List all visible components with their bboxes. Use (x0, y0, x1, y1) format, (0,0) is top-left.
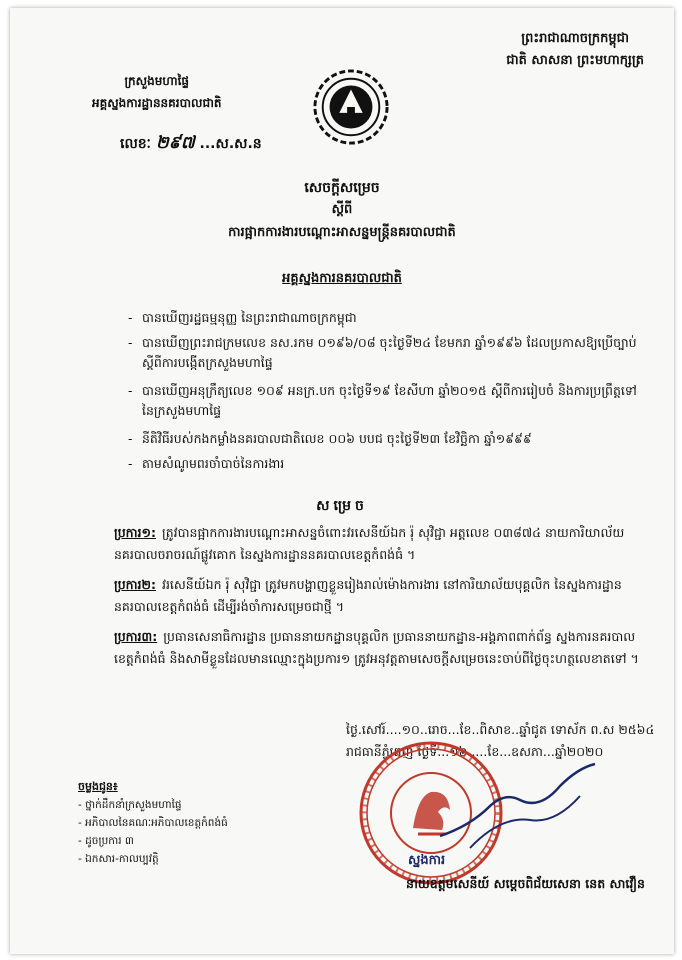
solar-date: រាជធានីភ្នំពេញ ថ្ងៃទី...១៦.....ខែ...ឧសភា...ឆ្នាំ២០២០ (346, 744, 604, 759)
consideration-item: - នីតិវិធីរបស់កងកម្លាំងនគរបាលជាតិលេខ ០០៦ បបជ ចុះថ្ងៃទី២៣ ខែវិច្ឆិកា ឆ្នាំ១៩៩៩ (142, 429, 652, 449)
article-label: ប្រការ១: (114, 525, 156, 540)
article-label: ប្រការ២: (114, 577, 156, 592)
document-subject: ការផ្អាកការងារបណ្តោះអាសន្នមន្ត្រីនគរបាលជាតិ (228, 225, 456, 240)
ministry-line-1: ក្រសួងមហាផ្ទៃ (124, 74, 189, 88)
article-text: ត្រូវបានផ្អាកការងារបណ្តោះអាសន្នចំពោះវរសេនីយ៍ឯក រ៉ុ សុវិជ្ជា អត្តលេខ ០៣៨៧៤ នាយការិយាល័យនគរបាលចរាចរណ៍ផ្លូវគោក នៃស្នងការដ្ឋាននគរបាលខេត្តកំពង់ធំ ។ (114, 525, 625, 562)
article-text: វរសេនីយ៍ឯក រ៉ុ សុវិជ្ជា ត្រូវមកបង្ហាញខ្លួនរៀងរាល់ម៉ោងការងារ នៅការិយាល័យបុគ្គលិក នៃស្នងការដ្ឋាននគរបាលខេត្តកំពង់ធំ ដើម្បីរង់ចាំការសម្រេចជាថ្មី ។ (114, 577, 622, 614)
document-title: សេចក្តីសម្រេច (304, 180, 380, 196)
reference-handwritten-number: ២៩៧ (155, 133, 195, 153)
consideration-item: - បានឃើញអនុក្រឹត្យលេខ ១០៩ អនក្រ.បក ចុះថ្ងៃទី១៩ ខែសីហា ឆ្នាំ២០១៥ ស្តីពីការរៀបចំ និងការប្រព្រឹត្តទៅ នៃក្រសួងមហាផ្ទៃ (142, 381, 652, 421)
article-label: ប្រការ៣: (114, 629, 158, 644)
receiver-item: - អភិបាលនៃគណៈអភិបាលខេត្តកំពង់ធំ (78, 817, 228, 829)
signer-name: នាយឧត្តមសេនីយ៍ សម្តេចពិជ័យសេនា នេត សាវឿន (406, 876, 645, 891)
receiver-item: - ឯកសារ-កាលប្បវត្តិ (78, 853, 159, 865)
signature-mark-icon (430, 756, 600, 856)
consideration-item: - តាមសំណូមពរចាំបាច់នៃការងារ (142, 454, 652, 474)
ministry-heading (92, 70, 222, 114)
issuer-heading: អគ្គស្នងការនគរបាលជាតិ (282, 271, 402, 286)
receivers-block (78, 778, 228, 868)
kingdom-heading (506, 28, 644, 72)
lunar-date: ថ្ងៃ.សៅរ៍....១០..រោច...ខែ..ពិសាខ..ឆ្នាំជូត ទោស័ក ព.ស ២៥៦៤ (346, 722, 655, 737)
article-3 (114, 626, 654, 670)
consideration-item: - បានឃើញរដ្ឋធម្មនុញ្ញ នៃព្រះរាជាណាចក្រកម្ពុជា (142, 308, 652, 328)
kingdom-line-1: ព្រះរាជាណាចក្រកម្ពុជា (521, 31, 629, 46)
receiver-item: - ថ្នាក់ដឹកនាំក្រសួងមហាផ្ទៃ (78, 799, 182, 811)
ministry-line-2: អគ្គស្នងការដ្ឋាននគរបាលជាតិ (92, 96, 222, 110)
article-text: ប្រធានសេនាធិការដ្ឋាន ប្រធាននាយកដ្ឋានបុគ្គលិក ប្រធាននាយកដ្ឋាន-អង្គភាពពាក់ព័ន្ធ ស្នងការនគរបាលខេត្តកំពង់ធំ និងសាមីខ្លួនដែលមានឈ្មោះក្នុងប្រការ១ ត្រូវអនុវត្តតាមសេចក្តីសម្រេចនេះចាប់ពីថ្ងៃចុះហត្ថលេខាតទៅ ។ (114, 629, 639, 666)
decision-heading: សម្រេច (316, 498, 368, 514)
receiver-item: - ដូចប្រការ ៣ (78, 835, 134, 847)
article-2 (114, 574, 654, 618)
document-page (10, 8, 674, 954)
police-emblem-icon (312, 68, 390, 146)
article-1 (114, 522, 654, 566)
consideration-item: - បានឃើញព្រះរាជក្រមលេខ នស.រកម ០១៩៦/០៨ ចុះថ្ងៃទី២៤ ខែមករា ឆ្នាំ១៩៩៦ ដែលប្រកាសឱ្យប្រើច្បាប់ស្តីពីការបង្កើតក្រសួងមហាផ្ទៃ (142, 333, 652, 373)
reference-suffix: ...ស.ស.ន (199, 136, 262, 152)
receivers-heading: ចម្លងជូន៖ (78, 780, 118, 793)
document-about: ស្តីពី (331, 202, 353, 217)
reference-number (120, 132, 262, 157)
reference-label: លេខៈ (120, 136, 151, 152)
kingdom-line-2: ជាតិ សាសនា ព្រះមហាក្សត្រ (506, 53, 644, 68)
signature-title: ស្នងការ (408, 853, 446, 868)
